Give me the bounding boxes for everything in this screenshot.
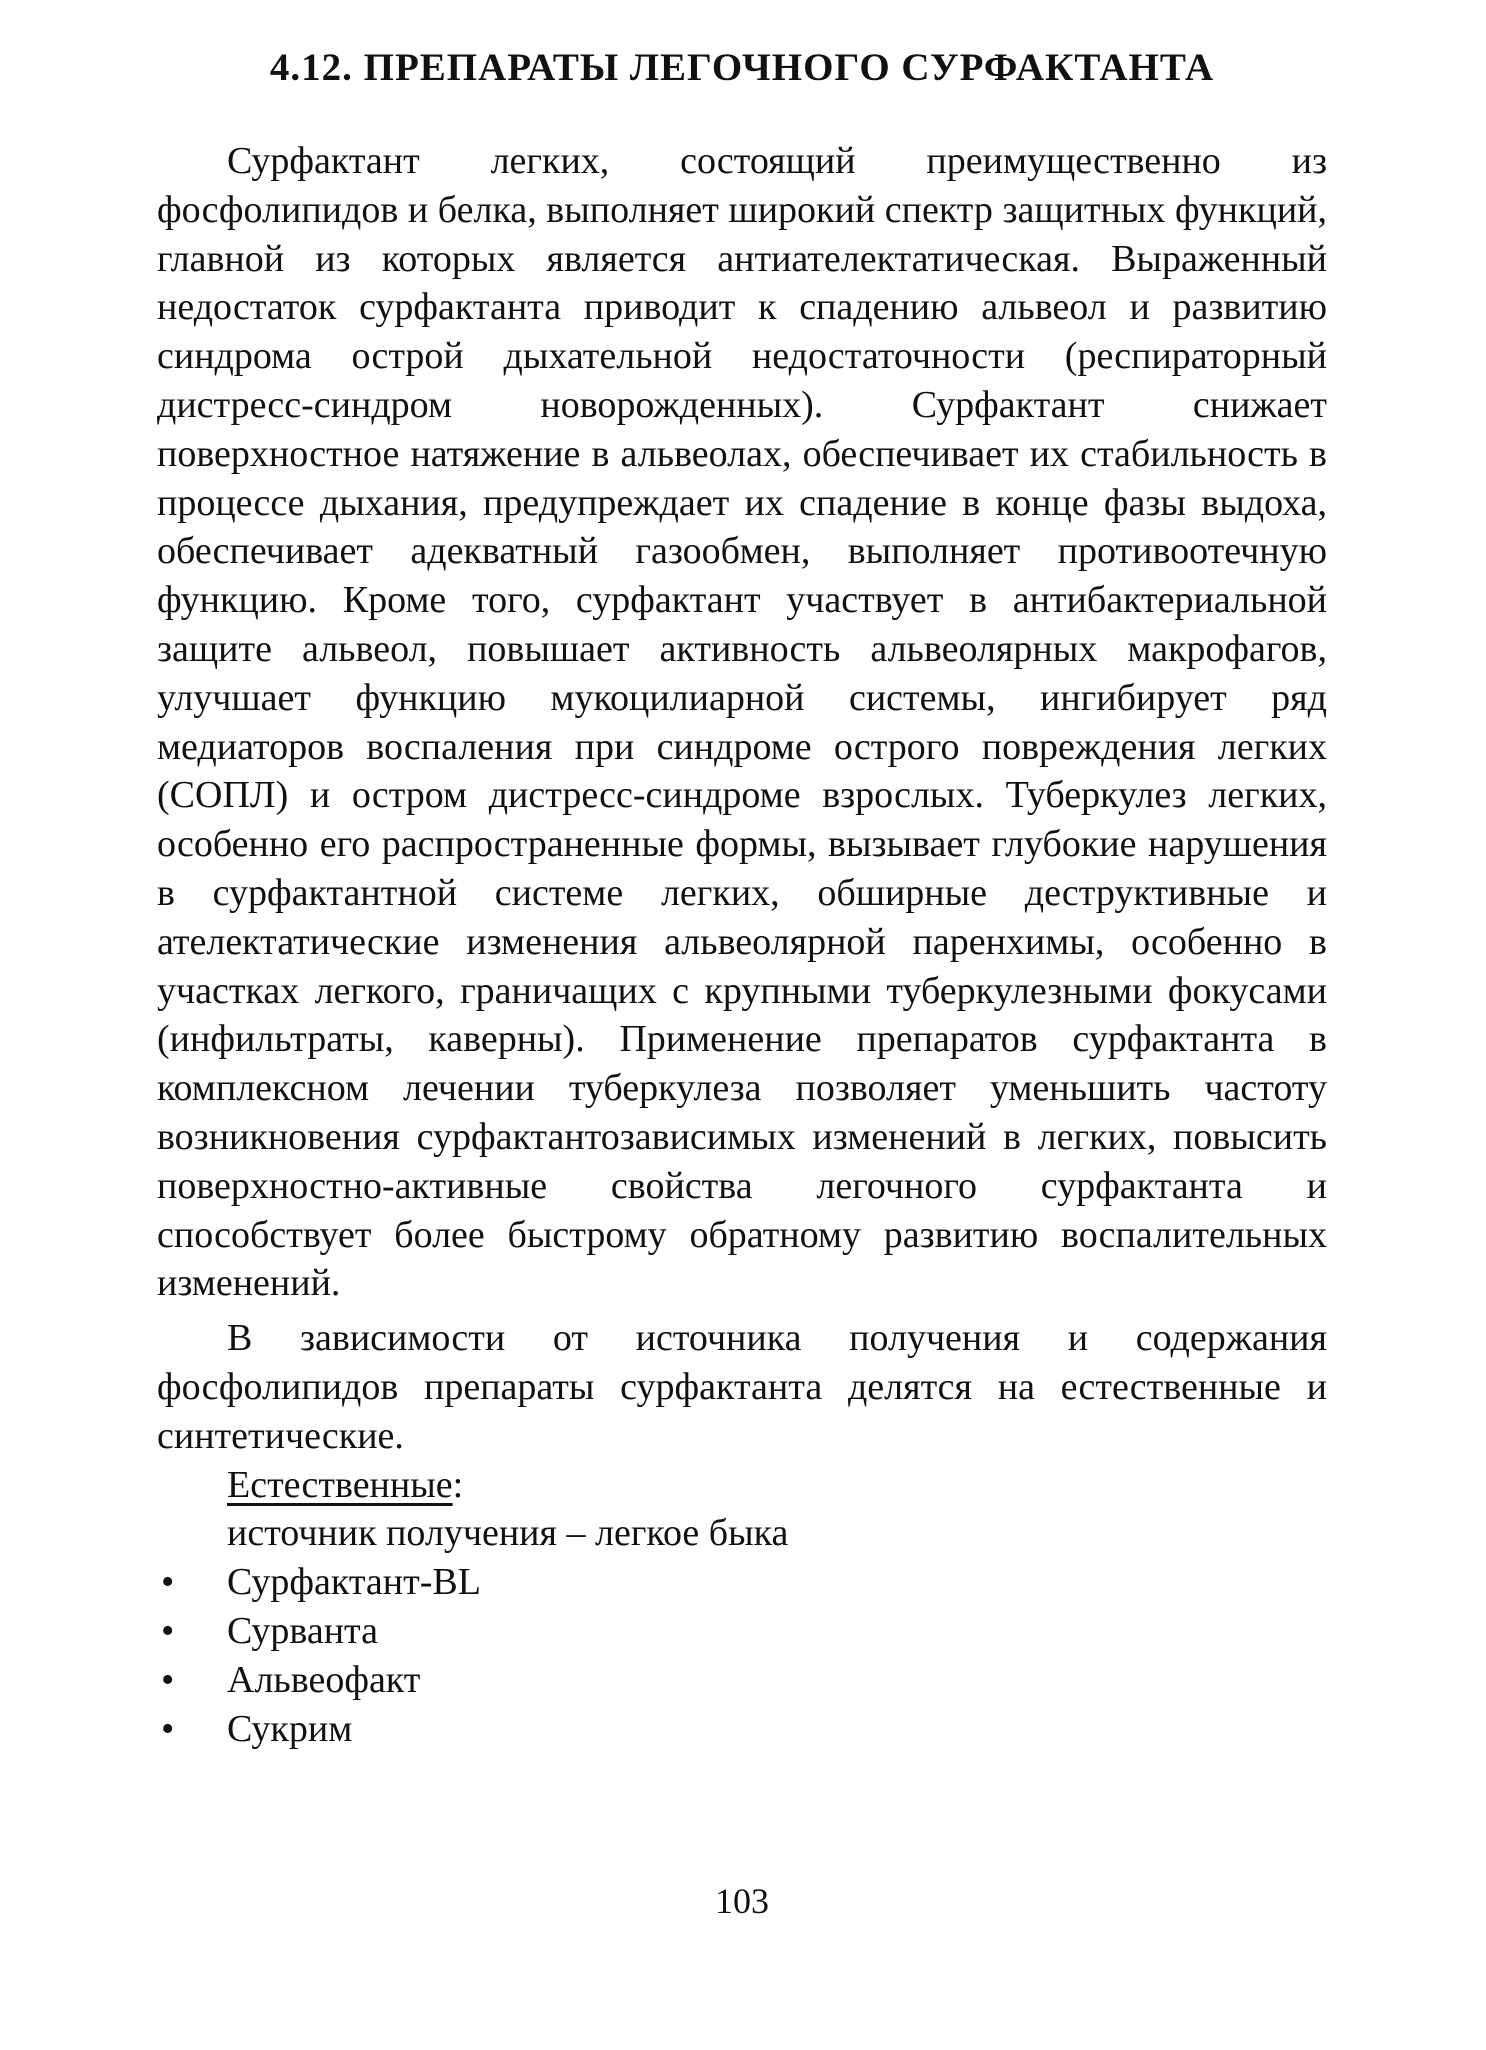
list-item [157,1705,1327,1754]
natural-subheading [157,1461,1327,1510]
list-item [157,1656,1327,1705]
paragraph-surfactant-function: Сурфактант легких, состоящий преимущественно из фосфолипидов и белка, выполняет широкий спектр защитных функций, главной из которых является антиателектатическая. Выраженный недостаток сурфактанта приводит к спадению альвеол и развитию синдрома острой дыхательной недостаточности (респираторный дистресс-синдром новорожденных). Сурфактант снижает поверхностное натяжение в альвеолах, обеспечивает их стабильность в процессе дыхания, предупреждает их спадение в конце фазы выдоха, обеспечивает адекватный газообмен, выполняет противоотечную функцию. Кроме того, сурфактант участвует в антибактериальной защите альвеол, повышает активность альвеолярных макрофагов, улучшает функцию мукоцилиарной системы, ингибирует ряд медиаторов воспаления при синдроме острого повреждения легких (СОПЛ) и остром дистресс-синдроме взрослых. Туберкулез легких, особенно его распространенные формы, вызывает глубокие нарушения в сурфактантной системе легких, обширные деструктивные и ателектатические изменения альвеолярной паренхимы, особенно в участках легкого, граничащих с крупными туберкулезными фокусами (инфильтраты, каверны). Применение препаратов сурфактанта в комплексном лечении туберкулеза позволяет уменьшить частоту возникновения сурфактантозависимых изменений в легких, повысить поверхностно-активные свойства легочного сурфактанта и способствует более быстрому обратному развитию воспалительных изменений. [157,140,1327,1305]
list-item-label: Сукрим [227,1707,353,1750]
natural-preparations-list [157,1558,1327,1753]
natural-source-line: источник получения – легкое быка [227,1512,789,1555]
bullet-icon: • [161,1707,175,1750]
page-number: 103 [715,1881,769,1921]
paragraph-classification: В зависимости от источника получения и содержания фосфолипидов препараты сурфактанта делятся на естественные и синтетические. [157,1317,1327,1457]
list-item-label: Сурванта [227,1609,378,1652]
bullet-icon: • [161,1561,175,1604]
bullet-icon: • [161,1658,175,1701]
natural-subheading-label: Естественные [227,1463,453,1506]
list-item [157,1558,1327,1607]
document-page [157,0,1327,2050]
section-heading: 4.12. ПРЕПАРАТЫ ЛЕГОЧНОГО СУРФАКТАНТА [269,46,1215,89]
list-item-label: Сурфактант-BL [227,1561,481,1604]
body-text [157,137,1327,1753]
list-item-label: Альвеофакт [227,1658,421,1701]
list-item [157,1607,1327,1656]
natural-subheading-colon: : [452,1463,464,1506]
bullet-icon: • [161,1609,175,1652]
